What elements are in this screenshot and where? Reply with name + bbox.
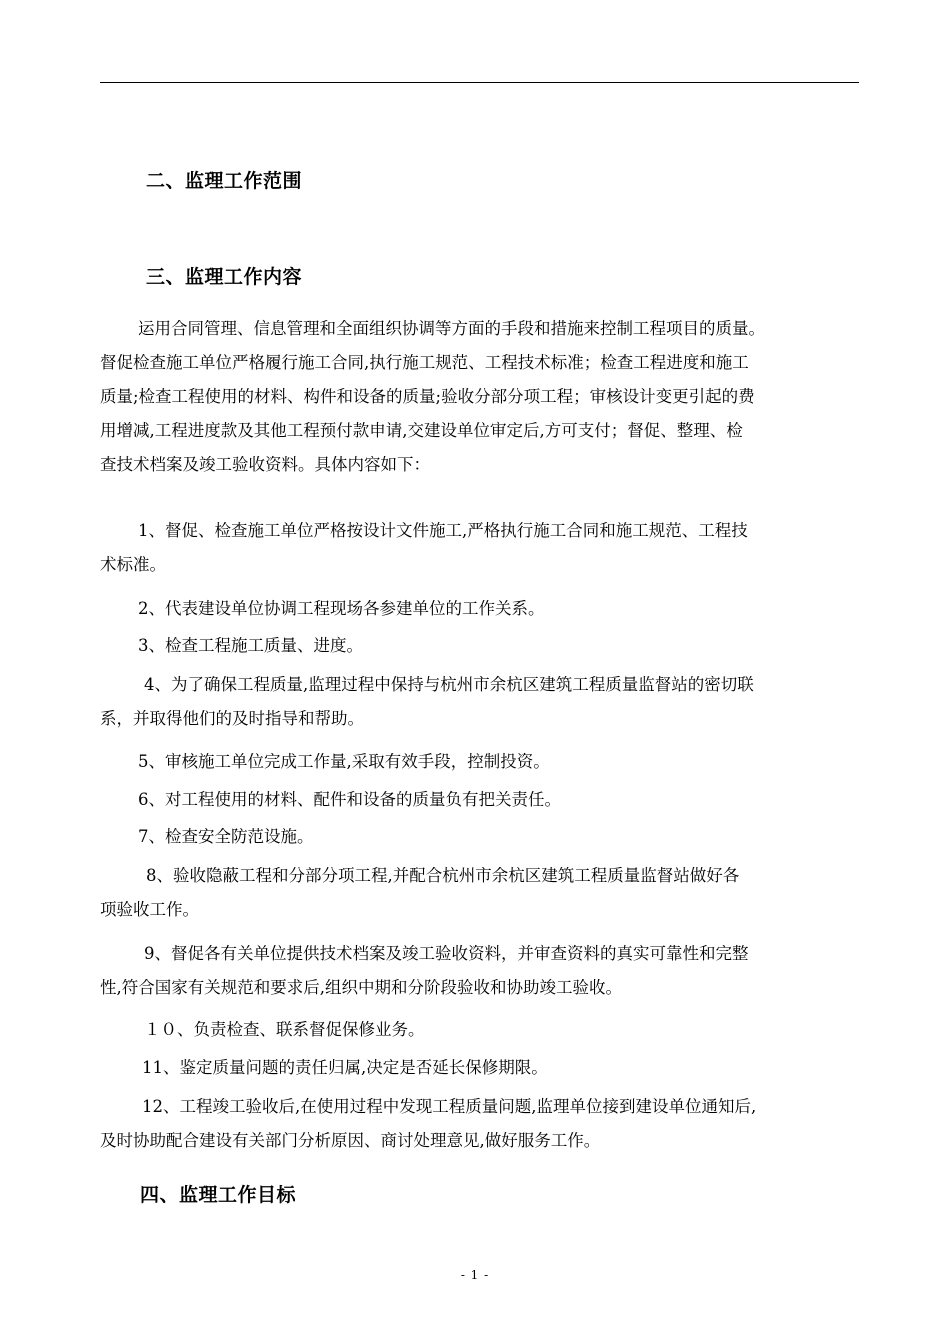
list-item-line: 11、鉴定质量问题的责任归属,决定是否延长保修期限。 xyxy=(142,1058,548,1077)
list-item-line: 8、验收隐蔽工程和分部分项工程,并配合杭州市余杭区建筑工程质量监督站做好各 xyxy=(146,866,740,885)
intro-line: 质量;检查工程使用的材料、构件和设备的质量;验收分部分项工程；审核设计变更引起的费 xyxy=(100,387,755,406)
list-item-line: 项验收工作。 xyxy=(100,900,199,919)
intro-line: 用增减,工程进度款及其他工程预付款申请,交建设单位审定后,方可支付；督促、整理、检 xyxy=(100,421,743,440)
list-item-8 xyxy=(100,859,860,927)
list-item-line: 6、对工程使用的材料、配件和设备的质量负有把关责任。 xyxy=(138,790,561,809)
list-item-3 xyxy=(100,629,860,663)
page-number: - 1 - xyxy=(460,1268,490,1282)
list-item-10 xyxy=(100,1013,860,1047)
list-item-7 xyxy=(100,820,860,854)
list-item-12 xyxy=(100,1090,860,1158)
list-item-line: 3、检查工程施工质量、进度。 xyxy=(138,636,363,655)
list-item-line: 7、检查安全防范设施。 xyxy=(138,827,314,846)
heading-scope: 二、监理工作范围 xyxy=(146,170,303,192)
list-item-9 xyxy=(100,937,860,1005)
list-item-line: 1、督促、检查施工单位严格按设计文件施工,严格执行施工合同和施工规范、工程技 xyxy=(138,521,748,540)
list-item-1 xyxy=(100,514,860,582)
header-rule xyxy=(100,82,859,83)
list-item-4 xyxy=(100,668,860,736)
list-item-line: 系，并取得他们的及时指导和帮助。 xyxy=(100,709,364,728)
list-item-line: 4、为了确保工程质量,监理过程中保持与杭州市余杭区建筑工程质量监督站的密切联 xyxy=(144,675,754,694)
list-item-line: 及时协助配合建设有关部门分析原因、商讨处理意见,做好服务工作。 xyxy=(100,1131,601,1150)
list-item-2 xyxy=(100,592,860,626)
heading-content: 三、监理工作内容 xyxy=(146,266,303,288)
list-item-11 xyxy=(100,1051,860,1085)
list-item-line: １０、负责检查、联系督促保修业务。 xyxy=(144,1020,425,1039)
intro-paragraph xyxy=(100,312,860,482)
list-item-line: 12、工程竣工验收后,在使用过程中发现工程质量问题,监理单位接到建设单位通知后, xyxy=(142,1097,757,1116)
intro-line: 查技术档案及竣工验收资料。具体内容如下： xyxy=(100,455,430,474)
list-item-line: 2、代表建设单位协调工程现场各参建单位的工作关系。 xyxy=(138,599,545,618)
list-item-line: 术标准。 xyxy=(100,555,166,574)
list-item-line: 5、审核施工单位完成工作量,采取有效手段，控制投资。 xyxy=(138,752,550,771)
intro-line: 运用合同管理、信息管理和全面组织协调等方面的手段和措施来控制工程项目的质量。 xyxy=(138,319,765,338)
list-item-line: 9、督促各有关单位提供技术档案及竣工验收资料，并审查资料的真实可靠性和完整 xyxy=(144,944,749,963)
list-item-6 xyxy=(100,783,860,817)
heading-goals: 四、监理工作目标 xyxy=(140,1184,297,1206)
list-item-line: 性,符合国家有关规范和要求后,组织中期和分阶段验收和协助竣工验收。 xyxy=(100,978,622,997)
list-item-5 xyxy=(100,745,860,779)
intro-line: 督促检查施工单位严格履行施工合同,执行施工规范、工程技术标准；检查工程进度和施工 xyxy=(100,353,749,372)
